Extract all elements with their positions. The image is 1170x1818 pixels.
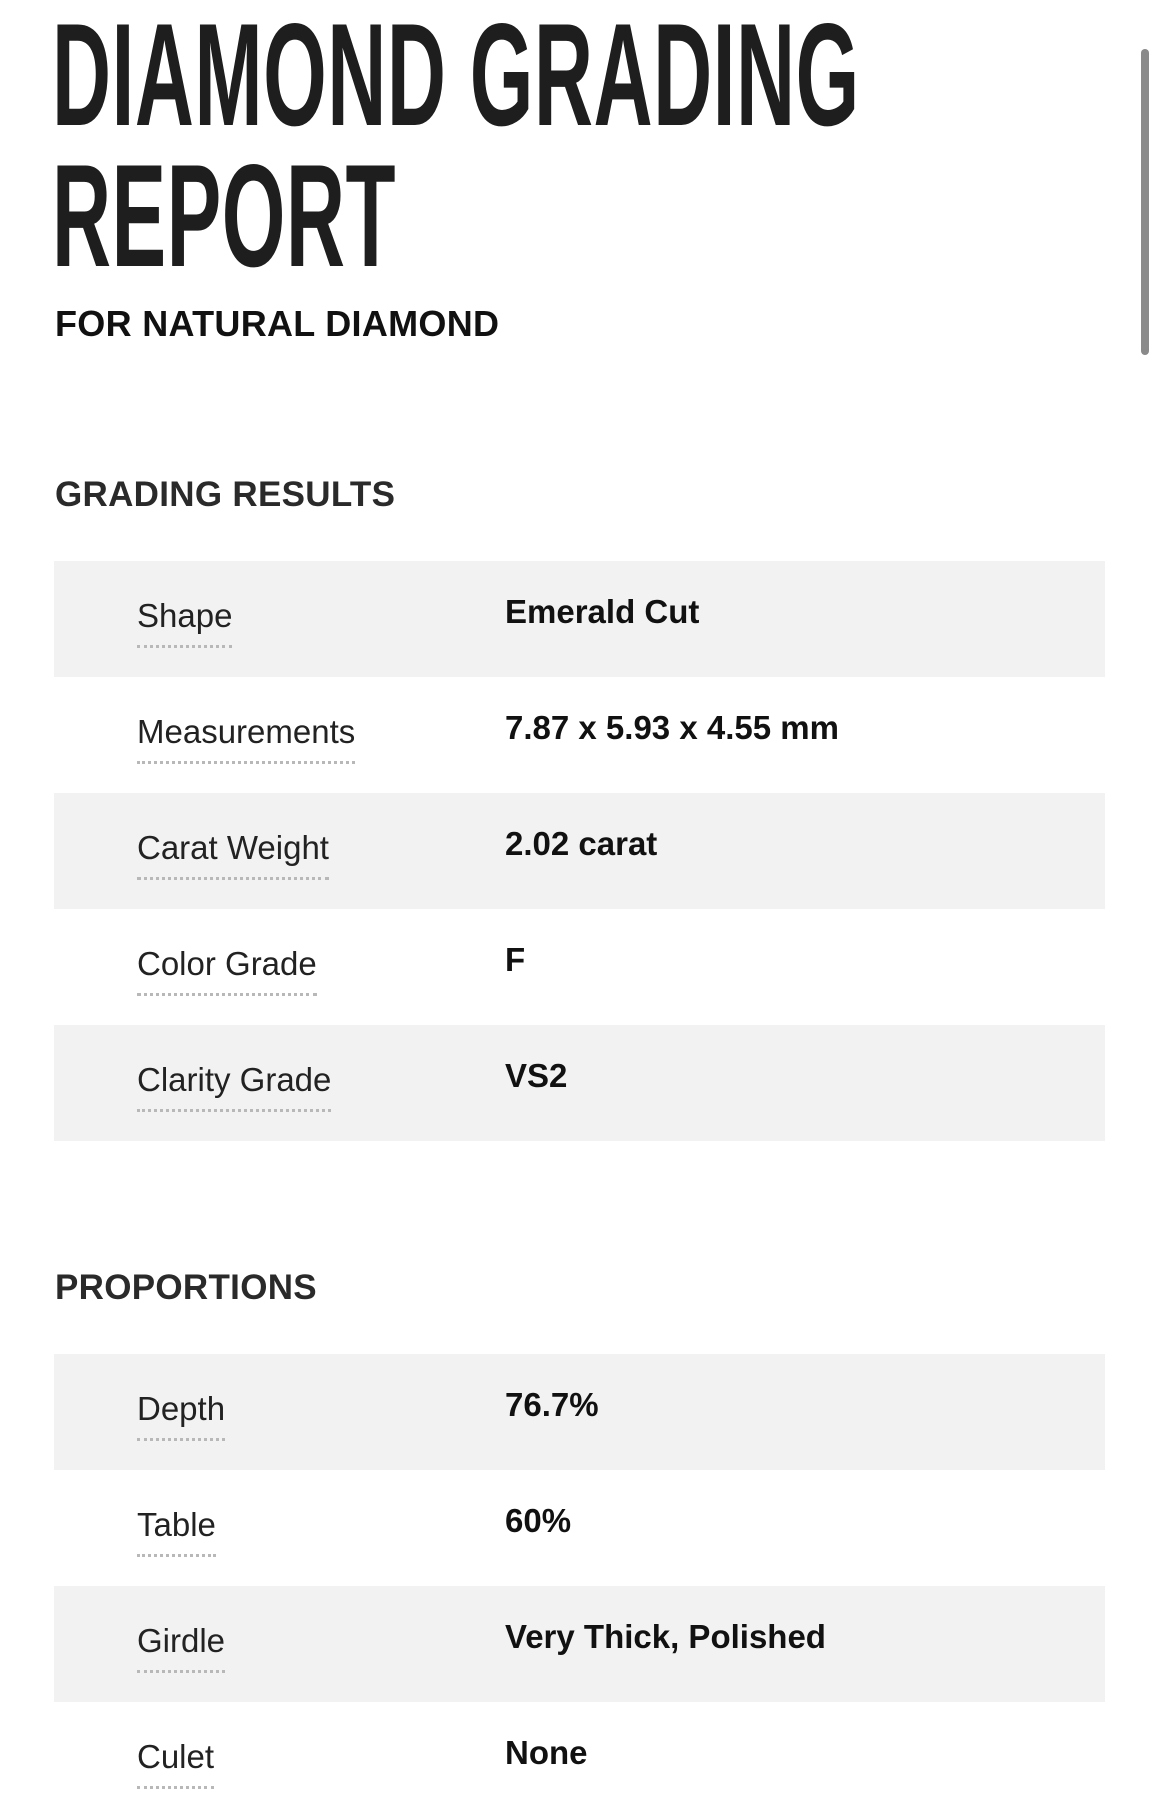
table-row [54,1025,1105,1141]
proportions-table [54,1354,1105,1818]
page-title-line1: DIAMOND GRADING [52,0,860,156]
row-value: F [505,941,526,978]
row-label[interactable]: Color Grade [137,945,317,996]
row-label[interactable]: Culet [137,1738,214,1789]
table-row [54,677,1105,793]
row-label[interactable]: Carat Weight [137,829,329,880]
row-value: VS2 [505,1057,568,1094]
scrollbar[interactable] [1141,49,1149,355]
table-row [54,909,1105,1025]
row-label[interactable]: Clarity Grade [137,1061,331,1112]
row-value: Very Thick, Polished [505,1618,826,1655]
grading-results-table [54,561,1105,1141]
table-row [54,1354,1105,1470]
proportions-heading: PROPORTIONS [55,1268,317,1307]
row-value: 60% [505,1502,572,1539]
row-label[interactable]: Shape [137,597,232,648]
row-value: 7.87 x 5.93 x 4.55 mm [505,709,839,746]
table-row [54,793,1105,909]
row-label[interactable]: Measurements [137,713,355,764]
grading-results-heading: GRADING RESULTS [55,475,396,514]
table-row [54,561,1105,677]
row-label[interactable]: Girdle [137,1622,225,1673]
table-row [54,1470,1105,1586]
table-row [54,1702,1105,1818]
row-value: None [505,1734,588,1771]
row-label[interactable]: Depth [137,1390,225,1441]
table-row [54,1586,1105,1702]
page-title-line2: REPORT [52,134,397,297]
row-value: 2.02 carat [505,825,658,862]
row-label[interactable]: Table [137,1506,216,1557]
row-value: Emerald Cut [505,593,700,630]
row-value: 76.7% [505,1386,599,1423]
page-subtitle: FOR NATURAL DIAMOND [55,303,500,344]
